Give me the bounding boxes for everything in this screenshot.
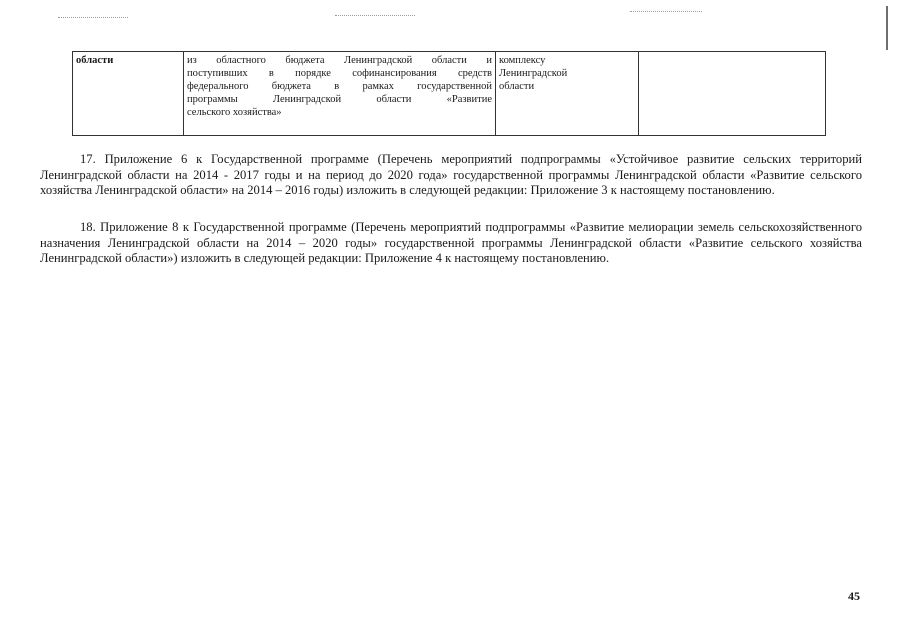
table-cell-description (184, 52, 496, 136)
scan-artifact (58, 17, 128, 19)
table-cell-region (73, 52, 184, 136)
paragraph-17: 17. Приложение 6 к Государственной программе (Перечень мероприятий подпрограммы «Устойчивое развитие сельских территорий Ленинградской области на 2014 - 2017 годы и на период до 2020 года» государственной программы Ленинградской области «Развитие сельского хозяйства Ленинградской области» на 2014 – 2016 годы) изложить в следующей редакции: Приложение 3 к настоящему постановлению. (40, 152, 862, 197)
measures-table (72, 51, 826, 136)
executor-line: области (499, 81, 535, 92)
description-line: сельского хозяйства» (187, 107, 282, 118)
description-line: программы Ленинградской области «Развитие (187, 94, 492, 105)
table-row (73, 52, 826, 136)
scan-artifact (335, 15, 415, 17)
paragraph-18: 18. Приложение 8 к Государственной программе (Перечень мероприятий подпрограммы «Развитие мелиорации земель сельскохозяйственного назначения Ленинградской области на 2014 – 2020 годы» государственной программы Ленинградской области «Развитие сельского хозяйства Ленинградской области») изложить в следующей редакции: Приложение 4 к настоящему постановлению. (40, 220, 862, 265)
description-line: из областного бюджета Ленинградской области и (187, 55, 492, 66)
description-line: федерального бюджета в рамках государственной (187, 81, 492, 92)
executor-line: Ленинградской (499, 68, 568, 79)
table-cell-empty (639, 52, 826, 136)
executor-line: комплексу (499, 55, 546, 66)
table-cell-executor (496, 52, 639, 136)
region-text: области (76, 55, 114, 66)
scan-artifact (630, 11, 702, 13)
page-number: 45 (848, 589, 860, 603)
description-line: поступивших в порядке софинансирования средств (187, 68, 492, 79)
scan-edge-mark (886, 6, 888, 50)
